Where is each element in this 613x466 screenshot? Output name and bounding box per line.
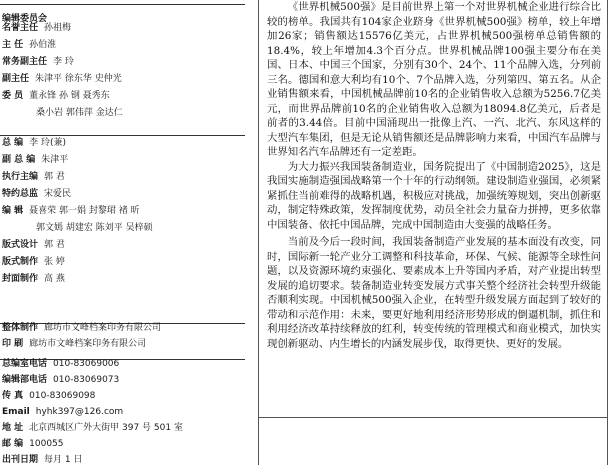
masthead-value: 廊坊市文峰档案印务有限公司 xyxy=(44,323,162,333)
masthead-value: 廊坊市文峰档案印务有限公司 xyxy=(29,339,147,349)
masthead-value: 孙祖梅 xyxy=(44,23,72,33)
masthead-label: 出刊日期 xyxy=(2,455,39,465)
column-bottom-rule xyxy=(259,417,607,418)
masthead-row xyxy=(2,338,146,350)
masthead-value: 朱津平 xyxy=(41,155,69,165)
masthead-row xyxy=(2,239,65,251)
masthead-value: 每月 1 日 xyxy=(44,455,83,465)
masthead-row xyxy=(2,107,123,119)
masthead-row xyxy=(2,322,161,334)
masthead-label: 邮 编 xyxy=(2,439,24,449)
masthead-label: 委 员 xyxy=(2,91,24,101)
article-body xyxy=(267,0,601,351)
masthead-value: hyhk397@126.com xyxy=(35,407,124,417)
masthead-value: 北京西城区广外大街甲 397 号 501 室 xyxy=(29,423,183,433)
masthead-value: 朱津平 徐东华 史仲光 xyxy=(35,74,122,84)
masthead-row xyxy=(2,188,71,200)
divider xyxy=(0,4,245,5)
masthead-value: 010-83069006 xyxy=(53,359,120,369)
masthead-row xyxy=(2,358,119,370)
masthead-value: 100055 xyxy=(29,439,64,449)
masthead-label: 执行主编 xyxy=(2,172,39,182)
masthead-label: 版式设计 xyxy=(2,240,39,250)
masthead-row xyxy=(2,390,95,402)
masthead-label: 特约总监 xyxy=(2,189,39,199)
masthead-label: 主 任 xyxy=(2,40,24,50)
masthead-value: 桑小岩 郭伟萍 金达仁 xyxy=(36,108,123,118)
masthead-row xyxy=(2,22,71,34)
masthead-label: 编辑部电话 xyxy=(2,375,48,385)
divider xyxy=(0,135,245,136)
masthead-value: 孙伯淮 xyxy=(29,40,57,50)
masthead-value: 高 燕 xyxy=(44,274,65,284)
masthead-row xyxy=(2,154,68,166)
masthead-row xyxy=(2,205,140,217)
masthead-label: 副 总 编 xyxy=(2,155,36,165)
masthead-row xyxy=(2,171,65,183)
masthead-label: 版式制作 xyxy=(2,257,39,267)
masthead-row xyxy=(2,39,56,51)
masthead-row xyxy=(2,406,123,418)
masthead-value: 郭 君 xyxy=(44,240,65,250)
masthead-row xyxy=(2,438,64,450)
masthead-row xyxy=(2,222,153,234)
masthead-label: 总编室电话 xyxy=(2,359,48,369)
masthead-value: 李 玲 xyxy=(53,57,74,67)
masthead-value: 郭 君 xyxy=(44,172,65,182)
masthead-value: 董永锋 孙 钢 聂秀东 xyxy=(29,91,110,101)
masthead-value: 010-83069098 xyxy=(29,391,96,401)
article-paragraph-1: 《世界机械500强》是目前世界上第一个对世界机械企业进行综合比较的榜单。我国共有104家企业跻身《世界机械500强》榜单，较上年增加26家；销售额达15576亿美元，占世界机械500强榜单总销售额的18.4%，较上年增加4.3个百分点。世界机械品牌100强主要分布在美国、日本、中国三个国家，分别有30个、24个、11个品牌入选，分列前三名。德国和意大利均有10个、7个品牌入选，分列第四、第五名。从企业销售额来看，中国机械品牌前10名的企业销售收入总额为5256.7亿美元，而世界品牌前10名的企业销售收入总额为18094.8亿美元，后者是前者的3.44倍。目前中国涌现出一批像上汽、一汽、北汽、东风这样的大型汽车集团，但是无论从销售额还是品牌影响力来看，中国汽车品牌与世界知名汽车品牌还有一定差距。 xyxy=(267,1,601,158)
masthead-row xyxy=(2,273,65,285)
masthead-label: 传 真 xyxy=(2,391,24,401)
masthead-label: 印 刷 xyxy=(2,339,24,349)
article-paragraph-2: 为大力振兴我国装备制造业，国务院提出了《中国制造2025》，这是我国实施制造强国战略第一个十年的行动纲领。建设制造业强国，必须紧紧抓住当前难得的战略机遇，积极应对挑战，加强统筹规划，突出创新驱动，制定特殊政策，发挥制度优势，动员全社会力量奋力拼搏，更多依靠中国装备、依托中国品牌，完成中国制造由大变强的战略任务。 xyxy=(267,160,601,231)
masthead-row xyxy=(2,90,110,102)
masthead xyxy=(0,0,245,465)
masthead-row xyxy=(2,73,122,85)
masthead-value: 郭文嫣 胡建宏 陈刘平 吴梓硕 xyxy=(36,223,153,233)
masthead-value: 李 玲(兼) xyxy=(29,138,67,148)
masthead-label: 名誉主任 xyxy=(2,23,39,33)
article-column xyxy=(258,0,608,465)
masthead-label: 副主任 xyxy=(2,74,30,84)
masthead-row xyxy=(2,454,82,466)
masthead-label: 编 辑 xyxy=(2,206,24,216)
article-paragraph-3: 当前及今后一段时间，我国装备制造产业发展的基本面没有改变，同时，国际新一轮产业分工调整和科技革命，环保、气候、能源等全球性问题，以及资源环境约束强化、要素成本上升等国内矛盾，对产业提出转型发展的追切要求。装备制造业转变发展方式事关整个经济社会转型升级能否顺利实现。中国机械500强入企业，在转型升级发展方面起到了较好的带动和示范作用：未来，要更好地利用经济形势形成的倒逼机制，抓住和利用经济改革持续释放的红利，转变传统的管理模式和商业模式，加快实现创新驱动、内生增长的内涵发展步伐，取得更快、更好的发展。 xyxy=(267,236,601,350)
masthead-label: 封面制作 xyxy=(2,274,39,284)
masthead-label: 常务副主任 xyxy=(2,57,48,67)
masthead-value: 张 婷 xyxy=(44,257,65,267)
masthead-label: 地 址 xyxy=(2,423,24,433)
masthead-row xyxy=(2,374,119,386)
masthead-value: 聂喜荣 郭一娟 封黎珺 褚 昕 xyxy=(29,206,140,216)
masthead-row xyxy=(2,256,65,268)
masthead-label: 总 编 xyxy=(2,138,24,148)
masthead-row xyxy=(2,422,183,434)
masthead-label: Email xyxy=(2,407,30,417)
masthead-label: 整体制作 xyxy=(2,323,39,333)
masthead-row xyxy=(2,137,66,149)
committee-title: 编辑委员会 xyxy=(2,14,48,24)
masthead-value: 010-83069073 xyxy=(53,375,120,385)
masthead-value: 宋爱民 xyxy=(44,189,72,199)
masthead-row xyxy=(2,56,74,68)
